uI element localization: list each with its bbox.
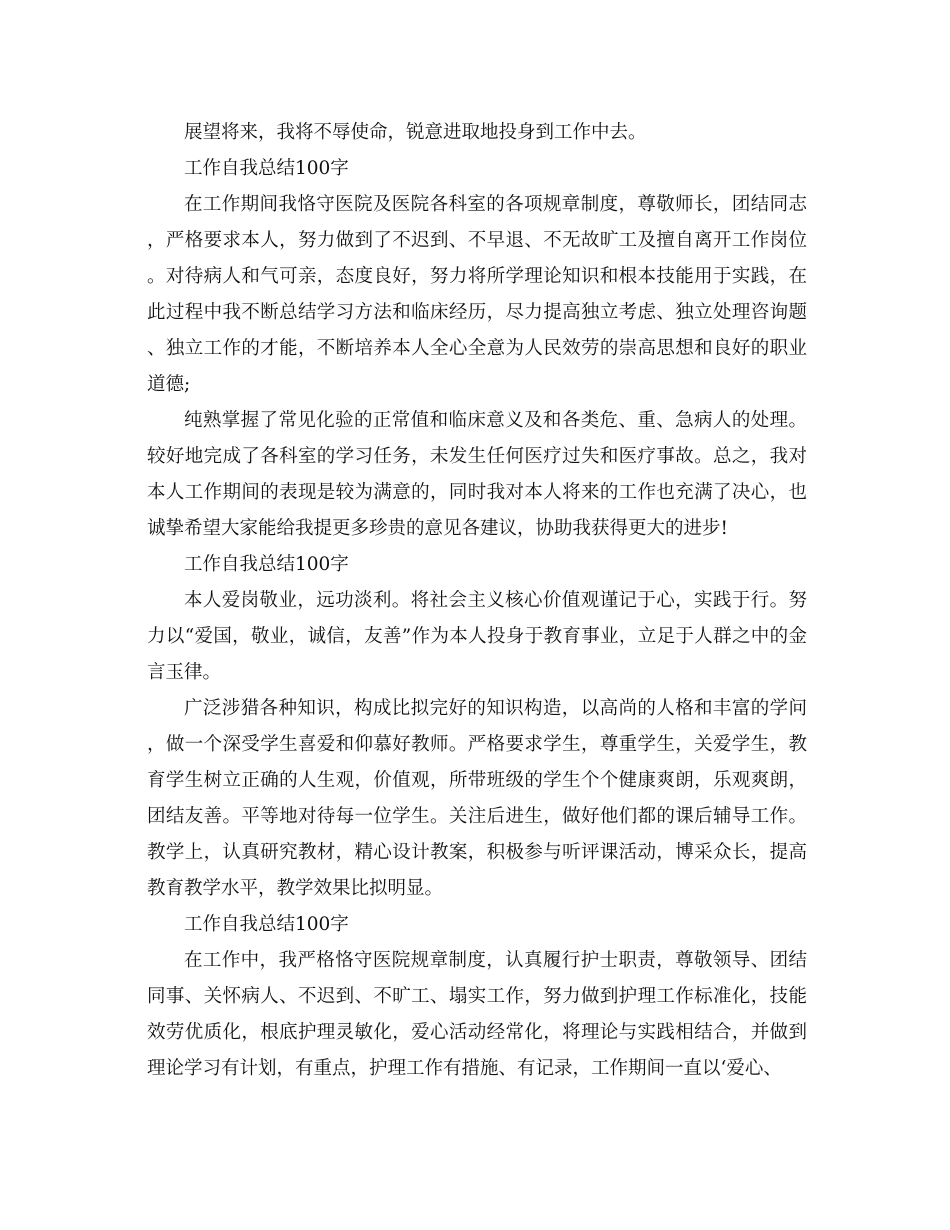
- paragraph: 在工作中，我严格恪守医院规章制度，认真履行护士职责，尊敬领导、团结同事、关怀病人、不迟到、不旷工、塌实工作，努力做到护理工作标准化，技能效劳优质化，根底护理灵敏化，爱心活动经常化，将理论与实践相结合，并做到理论学习有计划，有重点，护理工作有措施、有记录，工作期间一直以‘爱心、: [147, 950, 807, 1079]
- paragraph-closing: 展望将来，我将不辱使命，锐意进取地投身到工作中去。: [184, 122, 647, 143]
- paragraph: 在工作期间我恪守医院及医院各科室的各项规章制度，尊敬师长，团结同志，严格要求本人，努力做到了不迟到、不早退、不无故旷工及擅自离开工作岗位。对待病人和气可亲，态度良好，努力将所学理论知识和根本技能用于实践，在此过程中我不断总结学习方法和临床经历，尽力提高独立考虑、独立处理咨询题、独立工作的才能，不断培养本人全心全意为人民效劳的崇高思想和良好的职业道德;: [147, 194, 807, 395]
- paragraph: 广泛涉猎各种知识，构成比拟完好的知识构造，以高尚的人格和丰富的学问，做一个深受学生喜爱和仰慕好教师。严格要求学生，尊重学生，关爱学生，教育学生树立正确的人生观，价值观，所带班级的学生个个健康爽朗，乐观爽朗，团结友善。平等地对待每一位学生。关注后进生，做好他们都的课后辅导工作。教学上，认真研究教材，精心设计教案，积极参与听评课活动，博采众长，提高教育教学水平，教学效果比拟明显。: [147, 698, 807, 899]
- paragraph: 本人爱岗敬业，远功淡利。将社会主义核心价值观谨记于心，实践于行。努力以“爱国，敬业，诚信，友善”作为本人投身于教育事业，立足于人群之中的金言玉律。: [147, 590, 807, 683]
- paragraph: 纯熟掌握了常见化验的正常值和临床意义及和各类危、重、急病人的处理。较好地完成了各科室的学习任务，未发生任何医疗过失和医疗事故。总之，我对本人工作期间的表现是较为满意的，同时我对本人将来的工作也充满了决心，也诚挚希望大家能给我提更多珍贵的意见各建议，协助我获得更大的进步!: [147, 410, 807, 539]
- section-heading: 工作自我总结100字: [184, 914, 349, 935]
- section-heading: 工作自我总结100字: [184, 158, 349, 179]
- section-heading: 工作自我总结100字: [184, 554, 349, 575]
- document-body: [147, 115, 807, 1087]
